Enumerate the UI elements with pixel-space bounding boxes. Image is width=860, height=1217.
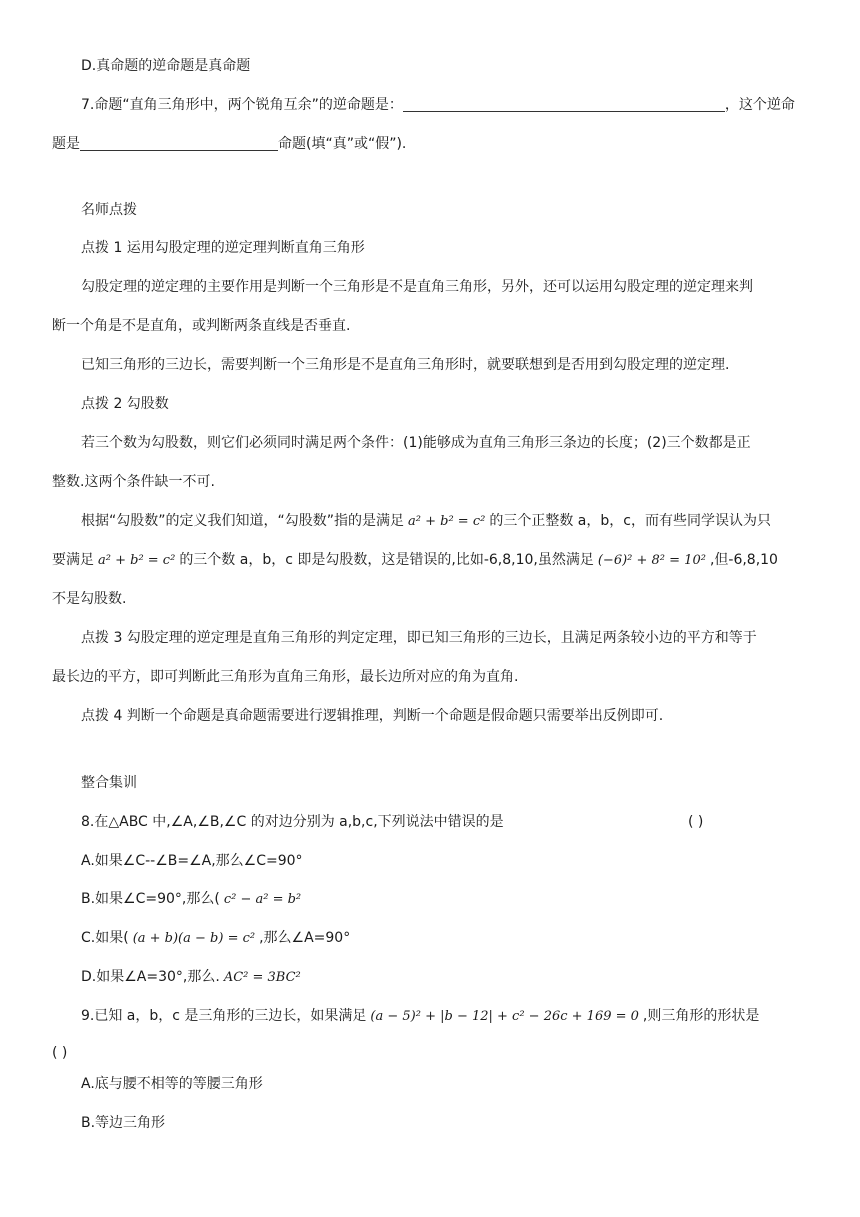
q9-option-a: A.底与腰不相等的等腰三角形 [81, 1076, 263, 1092]
tip2-para2 [81, 511, 771, 532]
q6-option-d: D.真命题的逆命题是真命题 [81, 58, 251, 74]
formula-pythagorean-1: a² + b² = c² [408, 514, 486, 529]
q8-stem: 8.在△ABC 中,∠A,∠B,∠C 的对边分别为 a,b,c,下列说法中错误的是 [81, 814, 504, 830]
tip2-para3-b: 的三个数 a，b，c 即是勾股数，这是错误的,比如-6,8,10,虽然满足 [179, 552, 594, 568]
tip4: 点拨 4 判断一个命题是真命题需要进行逻辑推理，判断一个命题是假命题只需要举出反例即可. [81, 708, 664, 724]
q7-answer-blank-2[interactable] [80, 134, 278, 151]
tip2-para4: 不是勾股数. [52, 591, 127, 607]
q7-answer-blank-1[interactable] [403, 95, 725, 112]
q7-line2 [52, 134, 406, 154]
practice-heading: 整合集训 [81, 775, 137, 791]
tip2-para3-c: ,但-6,8,10 [709, 552, 778, 568]
q7-text3: 题是 [52, 136, 80, 152]
q9-stem-a: 9.已知 a，b，c 是三角形的三边长，如果满足 [81, 1008, 367, 1024]
q7-text2: ，这个逆命 [724, 97, 795, 113]
q8-option-b-text: B.如果∠C=90°,那么( [81, 891, 220, 907]
q8-option-b [81, 889, 305, 910]
q9-stem [81, 1006, 759, 1027]
tip2-para2-a: 根据“勾股数”的定义我们知道，“勾股数”指的是满足 [81, 513, 405, 529]
tip1-para1-line2: 断一个角是不是直角，或判断两条直线是否垂直. [52, 318, 351, 334]
formula-example: (−6)² + 8² = 10² [597, 553, 706, 568]
q7-text4: 命题(填“真”或“假”). [278, 136, 407, 152]
q7-line1 [81, 95, 795, 115]
tip2-para3-a: 要满足 [52, 552, 94, 568]
formula-pythagorean-2: a² + b² = c² [98, 553, 176, 568]
tip3-line1: 点拨 3 勾股定理的逆定理是直角三角形的判定定理，即已知三角形的三边长，且满足两条较小边的平方和等于 [81, 630, 757, 646]
tip2-para2-b: 的三个正整数 a，b，c，而有些同学误认为只 [489, 513, 771, 529]
q9-formula: (a − 5)² + |b − 12| + c² − 26c + 169 = 0 [370, 1009, 639, 1024]
q8-option-c-tail: ,那么∠A=90° [259, 930, 351, 946]
q8-option-c-formula: (a + b)(a − b) = c² [132, 931, 256, 946]
q9-stem-b: ,则三角形的形状是 [642, 1008, 760, 1024]
tip3-line2: 最长边的平方，即可判断此三角形为直角三角形，最长边所对应的角为直角. [52, 669, 519, 685]
tip1-title: 点拨 1 运用勾股定理的逆定理判断直角三角形 [81, 240, 365, 256]
tip1-para1-line1: 勾股定理的逆定理的主要作用是判断一个三角形是不是直角三角形，另外，还可以运用勾股定理的逆定理来判 [81, 279, 753, 295]
q8-answer-paren[interactable]: ( ) [688, 814, 704, 830]
tip2-para3 [52, 550, 778, 571]
tip1-para2: 已知三角形的三边长，需要判断一个三角形是不是直角三角形时，就要联想到是否用到勾股定理的逆定理. [81, 357, 730, 373]
tip2-para1-line2: 整数.这两个条件缺一不可. [52, 474, 215, 490]
q7-text1: 7.命题“直角三角形中，两个锐角互余”的逆命题是： [81, 97, 403, 113]
tip2-title: 点拨 2 勾股数 [81, 396, 169, 412]
q8-option-b-formula: c² − a² = b² [223, 892, 302, 907]
q9-answer-paren[interactable]: ( ) [52, 1045, 68, 1061]
q8-option-a: A.如果∠C--∠B=∠A,那么∠C=90° [81, 853, 303, 869]
q8-option-c [81, 928, 350, 949]
q8-option-d-formula: AC² = 3BC² [223, 970, 301, 985]
q8-option-c-text: C.如果( [81, 930, 129, 946]
q8-option-d-text: D.如果∠A=30°,那么. [81, 969, 220, 985]
tip2-para1-line1: 若三个数为勾股数，则它们必须同时满足两个条件：(1)能够成为直角三角形三条边的长度；(2)三个数都是正 [81, 435, 751, 451]
q8-option-d [81, 967, 305, 988]
tips-heading: 名师点拨 [81, 202, 137, 218]
q9-option-b: B.等边三角形 [81, 1115, 166, 1131]
